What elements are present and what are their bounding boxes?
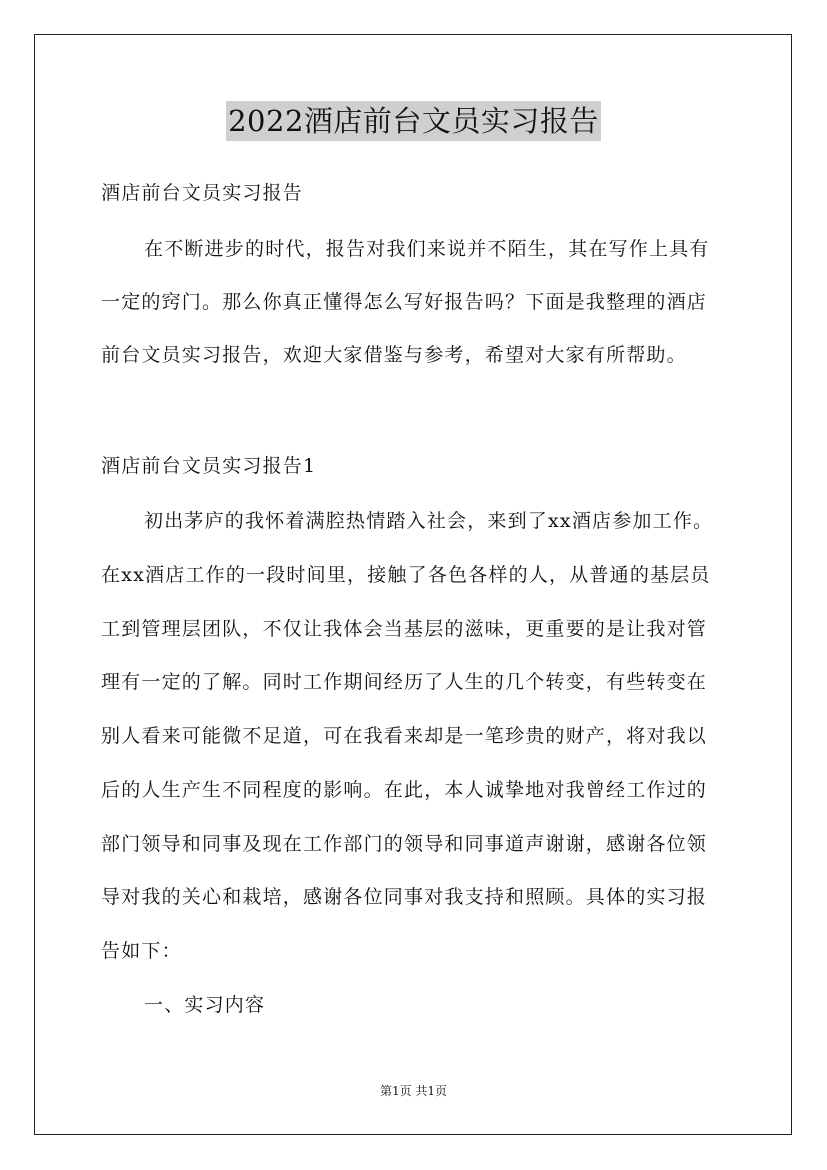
paragraph-line: 初出茅庐的我怀着满腔热情踏入社会，来到了xx酒店参加工作。: [144, 510, 714, 532]
page-footer: 第1页 共1页: [379, 1084, 448, 1098]
section-heading: 酒店前台文员实习报告1: [101, 455, 317, 477]
title-container: [0, 101, 827, 141]
subtitle: 酒店前台文员实习报告: [101, 182, 304, 204]
document-title: 2022酒店前台文员实习报告: [226, 101, 601, 141]
paragraph-line: 后的人生产生不同程度的影响。在此，本人诚挚地对我曾经工作过的: [101, 779, 708, 801]
paragraph-line: 在xx酒店工作的一段时间里，接触了各色各样的人，从普通的基层员: [101, 564, 711, 586]
paragraph-line: 告如下：: [101, 940, 182, 962]
paragraph-line: 理有一定的了解。同时工作期间经历了人生的几个转变，有些转变在: [101, 671, 708, 693]
subsection-heading: 一、实习内容: [144, 994, 266, 1016]
paragraph-line: 一定的窍门。那么你真正懂得怎么写好报告吗？下面是我整理的酒店: [101, 291, 708, 313]
paragraph-line: 导对我的关心和栽培，感谢各位同事对我支持和照顾。具体的实习报: [101, 886, 708, 908]
paragraph-line: 别人看来可能微不足道，可在我看来却是一笔珍贵的财产，将对我以: [101, 725, 708, 747]
paragraph-line: 部门领导和同事及现在工作部门的领导和同事道声谢谢，感谢各位领: [101, 833, 708, 855]
paragraph-line: 在不断进步的时代，报告对我们来说并不陌生，其在写作上具有: [144, 238, 710, 260]
paragraph-line: 前台文员实习报告，欢迎大家借鉴与参考，希望对大家有所帮助。: [101, 344, 687, 366]
paragraph-line: 工到管理层团队，不仅让我体会当基层的滋味，更重要的是让我对管: [101, 618, 708, 640]
